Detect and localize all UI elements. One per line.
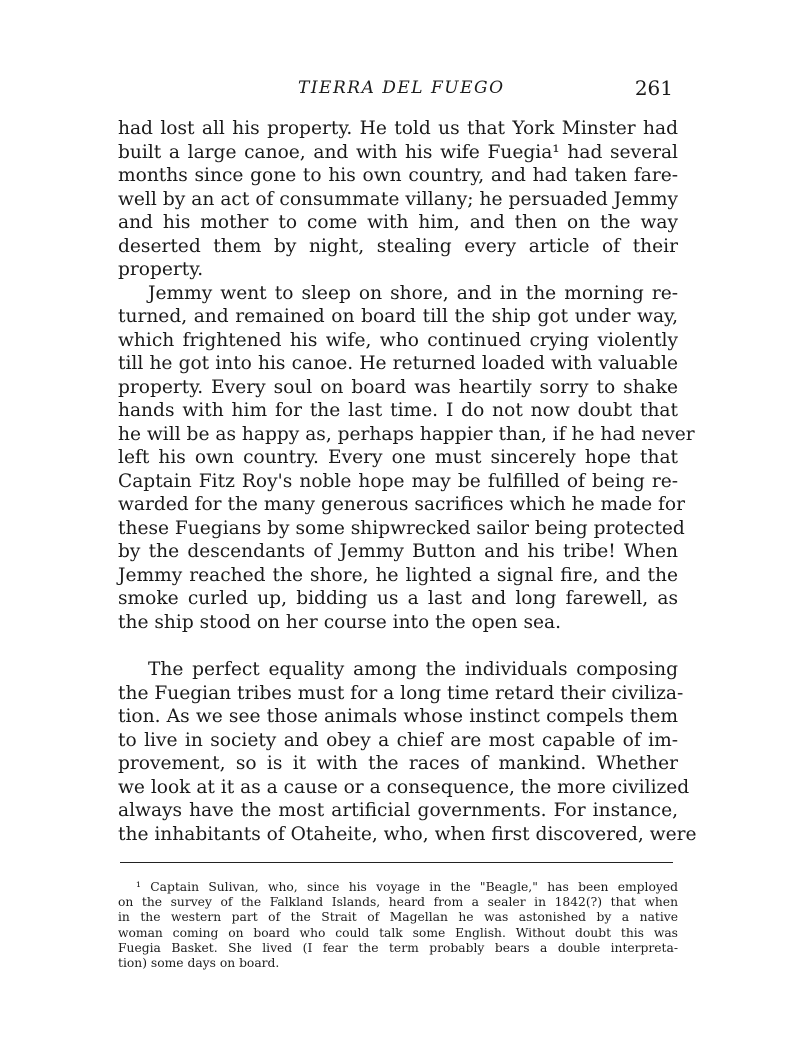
- paragraph: [118, 282, 695, 635]
- text-line: and his mother to come with him, and then on the way: [118, 212, 678, 233]
- text-line: Jemmy went to sleep on shore, and in the morning re-: [148, 282, 678, 304]
- text-line: the ship stood on her course into the open sea.: [118, 611, 562, 633]
- text-line: property. Every soul on board was heartily sorry to shake: [118, 376, 678, 398]
- page-header: [118, 78, 673, 104]
- paragraph: [118, 658, 697, 846]
- paragraph: [118, 117, 678, 282]
- footnote-line: ¹ Captain Sulivan, who, since his voyage in the "Beagle," has been employed: [136, 880, 678, 894]
- text-line: the inhabitants of Otaheite, who, when first discovered, were: [118, 823, 697, 845]
- footnote-line: Fuegia Basket. She lived (I fear the term probably bears a double interpreta-: [118, 940, 678, 955]
- page-number: 261: [634, 76, 673, 100]
- text-line: provement, so is it with the races of mankind. Whether: [118, 753, 678, 774]
- text-line: well by an act of consummate villany; he persuaded Jemmy: [118, 188, 678, 210]
- text-line: Jemmy reached the shore, he lighted a signal fire, and the: [118, 564, 678, 586]
- footnote-line: on the survey of the Falkland Islands, heard from a sealer in 1842(?) that when: [118, 895, 678, 910]
- text-line: hands with him for the last time. I do not now doubt that: [118, 400, 678, 421]
- text-line: built a large canoe, and with his wife Fuegia¹ had several: [118, 141, 678, 163]
- footnote-line: in the western part of the Strait of Magellan he was astonished by a native: [118, 910, 678, 925]
- text-line: The perfect equality among the individuals composing: [148, 659, 678, 680]
- text-line: had lost all his property. He told us that York Minster had: [118, 118, 678, 139]
- text-line: which frightened his wife, who continued crying violently: [118, 329, 678, 351]
- footnote: [118, 880, 678, 971]
- text-line: these Fuegians by some shipwrecked sailor being protected: [118, 517, 685, 539]
- text-line: Captain Fitz Roy's noble hope may be fulfilled of being re-: [118, 470, 678, 492]
- running-title: TIERRA DEL FUEGO: [298, 78, 505, 98]
- footnote-line: woman coming on board who could talk some English. Without doubt this was: [118, 925, 678, 940]
- section-gap: [118, 634, 678, 658]
- footnote-divider: [120, 862, 673, 863]
- text-line: the Fuegian tribes must for a long time retard their civiliza-: [118, 682, 684, 704]
- text-line: smoke curled up, bidding us a last and long farewell, as: [118, 588, 678, 609]
- text-line: to live in society and obey a chief are most capable of im-: [118, 729, 678, 751]
- text-line: months since gone to his own country, and had taken fare-: [118, 165, 678, 186]
- text-line: turned, and remained on board till the ship got under way,: [118, 306, 678, 327]
- text-line: he will be as happy as, perhaps happier than, if he had never: [118, 423, 695, 445]
- text-line: warded for the many generous sacrifices which he made for: [118, 494, 686, 515]
- text-line: tion. As we see those animals whose instinct compels them: [118, 706, 678, 727]
- text-line: by the descendants of Jemmy Button and his tribe! When: [118, 541, 678, 562]
- footnote-line: tion) some days on board.: [118, 955, 280, 970]
- text-line: left his own country. Every one must sincerely hope that: [118, 447, 678, 468]
- text-line: deserted them by night, stealing every article of their: [118, 235, 678, 257]
- text-line: always have the most artificial governments. For instance,: [118, 800, 678, 821]
- body-text: [118, 117, 697, 846]
- text-line: property.: [118, 259, 204, 280]
- text-line: till he got into his canoe. He returned loaded with valuable: [118, 353, 678, 374]
- text-line: we look at it as a cause or a consequence, the more civilized: [118, 776, 690, 798]
